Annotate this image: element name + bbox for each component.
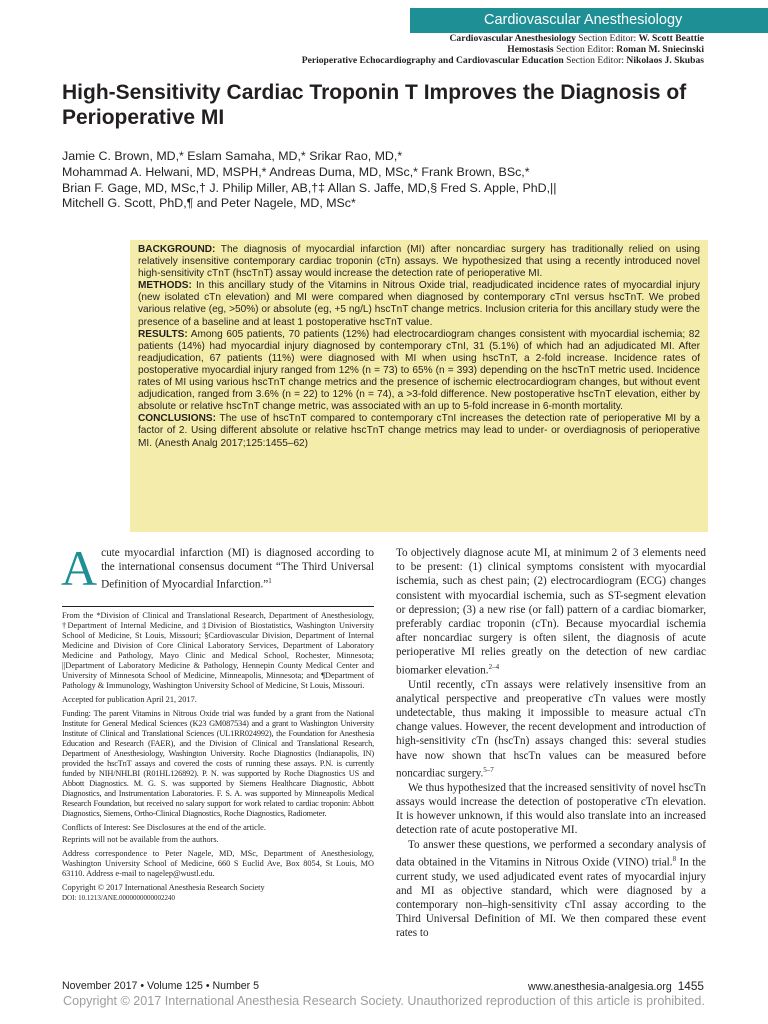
abstract-results: RESULTS: Among 605 patients, 70 patients (12%) had electrocardiogram changes consistent with myocardial ischemia; 82 patients (14%) had myocardial injury diagnosed by contemporary cTnI, 31 (5.1%) of which had an adjudicated MI. After readjudication, 67 patients (11%) were diagnosed with MI when using hscTnT, a 2-fold increase. Incidence rates of postoperative myocardial injury ranged from 12% (n = 73) to 65% (n = 393) depending on the hscTnT metric used. Incidence rates of MI using various hscTnT change metrics and the presence of ischemic electrocardiogram changes, but without event adjudication, ranged from 3.6% (n = 22) to 12% (n = 74), a >3-fold difference. New postoperative hscTnT elevation, either by absolute or relative hscTnT change metric, was associated with an up to 5-fold increase in 6-month mortality. bbox=[138, 328, 700, 413]
footer-url-page bbox=[528, 979, 704, 993]
drop-cap: A bbox=[61, 540, 98, 596]
editor-line: Hemostasis Section Editor: Roman M. Sniecinski bbox=[507, 44, 704, 56]
editor-line: Perioperative Echocardiography and Cardiovascular Education Section Editor: Nikolaos J. Skubas bbox=[301, 55, 704, 67]
author-list bbox=[62, 149, 722, 212]
page-number: 1455 bbox=[677, 979, 704, 993]
abstract-box bbox=[130, 240, 708, 532]
section-editors bbox=[302, 33, 704, 67]
journal-url[interactable]: www.anesthesia-analgesia.org bbox=[528, 981, 672, 993]
author-line: Mitchell G. Scott, PhD,¶ and Peter Nagele, MD, MSc* bbox=[62, 196, 356, 211]
body-paragraph: We thus hypothesized that the increased sensitivity of novel hscTn assays would increase the detection of postoperative cTn elevation. It is however unknown, if this would also translate into an increased detection rate of acute postoperative MI. bbox=[396, 781, 706, 837]
right-column bbox=[396, 546, 706, 941]
body-paragraph: To objectively diagnose acute MI, at minimum 2 of 3 elements need to be present: (1) clinical symptoms consistent with myocardial ischemia, such as chest pain; (2) electrocardiogram (ECG) changes consistent with myocardial ischemia, such as ST-segment elevation or depression; (3) a new rise (or fall) pattern of a cardiac biomarker, preferably cardiac troponin (cTn). Because myocardial ischemia after noncardiac surgery is often silent, the diagnosis of acute perioperative MI relies greatly on the detection of new cardiac biomarker elevation.$^{2-4}$ bbox=[396, 547, 706, 677]
footnote-address: Address correspondence to Peter Nagele, MD, MSc, Department of Anesthesiology, Washington University School of Medicine, 660 S Euclid Ave, Box 8054, St Louis, MO 63110. Address e-mail to nagelep@wustl.edu. bbox=[62, 849, 374, 878]
footnote-accepted: Accepted for publication April 21, 2017. bbox=[62, 695, 197, 704]
abstract-background: BACKGROUND: The diagnosis of myocardial infarction (MI) after noncardiac surgery has traditionally relied on using relatively insensitive contemporary cardiac troponin (cTn) assays. We hypothesized that using a recently introduced novel high-sensitivity cTnT (hscTnT) assay would increase the detection rate of perioperative MI. bbox=[138, 244, 700, 280]
editor-line: Cardiovascular Anesthesiology Section Editor: W. Scott Beattie bbox=[449, 33, 704, 44]
footnote-funding: Funding: The parent Vitamins in Nitrous Oxide trial was funded by a grant from the National Institute for General Medical Sciences (K23 GM087534) and a grant to Washington University Institute of Clinical and Translational Sciences (UL1RR024992), the Foundation for Anesthesia Education and Research (FAER), and the Division of Clinical and Translational Research, Department of Anesthesiology, Washington University. Roche Diagnostics (Indianapolis, IN) provided the hscTnT assays and covered the costs of running these assays. P.N. is currently funded by NIH/NHLBI (R01HL126892). P. N. was supported by Roche Diagnostics US and Abbott Diagnostics. M. G. S. was supported by Siemens Healthcare Diagnostic, Abbott Diagnostics, and Instrumentation Laboratories. F. S. A. was supported by Minneapolis Medical Research Foundation, but received no salary support for work related to cardiac troponin: Abbott Diagnostics, Siemens, Ortho-Clinical Diagnostics, Roche Diagnostics, Radiometer. bbox=[62, 709, 374, 818]
footnotes bbox=[62, 606, 374, 903]
footnote-copyright: Copyright © 2017 International Anesthesia Research Society DOI: 10.1213/ANE.0000000000002240 bbox=[62, 883, 265, 902]
author-line: Brian F. Gage, MD, MSc,† J. Philip Miller, AB,†‡ Allan S. Jaffe, MD,§ Fred S. Apple, PhD,|| bbox=[62, 180, 557, 195]
footnote-reprints: Reprints will not be available from the authors. bbox=[62, 835, 219, 844]
intro-paragraph: A cute myocardial infarction (MI) is diagnosed according to the international consensus document “The Third Universal Definition of Myocardial Infarction.”$^1$ bbox=[61, 540, 374, 596]
section-banner: Cardiovascular Anesthesiology bbox=[410, 8, 768, 33]
article-title: High-Sensitivity Cardiac Troponin T Improves the Diagnosis of Perioperative MI bbox=[62, 81, 687, 129]
body-paragraph: Until recently, cTn assays were relatively insensitive from an analytical perspective and preoperative cTn values were mostly undetectable, thus making it impossible to measure actual cTn change values. However, the recent development and introduction of high-sensitivity cTn (hscTn) assays changed this: several studies have now shown that hscTn values can be measured before noncardiac surgery.$^{5-7}$ bbox=[396, 678, 706, 780]
author-line: Jamie C. Brown, MD,* Eslam Samaha, MD,* Srikar Rao, MD,* bbox=[62, 149, 403, 163]
abstract-conclusions: CONCLUSIONS: The use of hscTnT compared to contemporary cTnI increases the detection rate of perioperative MI by a factor of 2. Using different absolute or relative hscTnT change metrics may lead to under- or overdiagnosis of perioperative MI. (Anesth Analg 2017;125:1455–62) bbox=[138, 413, 700, 449]
footnote-affiliations: From the *Division of Clinical and Translational Research, Department of Anesthesiology, †Department of Internal Medicine, and ‡Division of Biostatistics, Washington University School of Medicine, St Louis, Missouri; §Cardiovascular Division, Department of Internal Medicine and Division of Core Clinical Laboratory Services, Department of Laboratory Medicine and Pathology, Mayo Clinic and Medical School, Rochester, Minnesota; ||Department of Laboratory Medicine & Pathology, Hennepin County Medical Center and University of Minnesota School of Medicine, Minneapolis, Minnesota; and ¶Department of Pathology & Immunology, Washington University School of Medicine, St Louis, Missouri. bbox=[62, 611, 374, 690]
footnote-conflicts: Conflicts of Interest: See Disclosures at the end of the article. bbox=[62, 823, 266, 832]
left-column bbox=[61, 540, 374, 903]
abstract-methods: METHODS: In this ancillary study of the Vitamins in Nitrous Oxide trial, readjudicated incidence rates of myocardial injury (new isolated cTn elevation) and MI were compared when diagnosed by contemporary cTnI versus hscTnT. We probed various relative (eg, >50%) or absolute (eg, +5 ng/L) hscTnT change metrics. Inclusion criteria for this ancillary study were the presence of a baseline and at least 1 postoperative hscTnT value. bbox=[138, 280, 700, 328]
author-line: Mohammad A. Helwani, MD, MSPH,* Andreas Duma, MD, MSc,* Frank Brown, BSc,* bbox=[62, 164, 530, 179]
body-paragraph: To answer these questions, we performed a secondary analysis of data obtained in the Vitamins in Nitrous Oxide (VINO) trial.$^8$ In the current study, we used adjudicated event rates of myocardial injury and MI as objective standard, which were diagnosed by a contemporary non–high-sensitivity cTnI assay according to the Third Universal Definition of MI. We then compared these event rates to bbox=[396, 838, 706, 940]
footer-issue: November 2017 • Volume 125 • Number 5 bbox=[62, 980, 260, 992]
copyright-notice: Copyright © 2017 International Anesthesia Research Society. Unauthorized reproduction of this article is prohibited. bbox=[63, 994, 705, 1008]
